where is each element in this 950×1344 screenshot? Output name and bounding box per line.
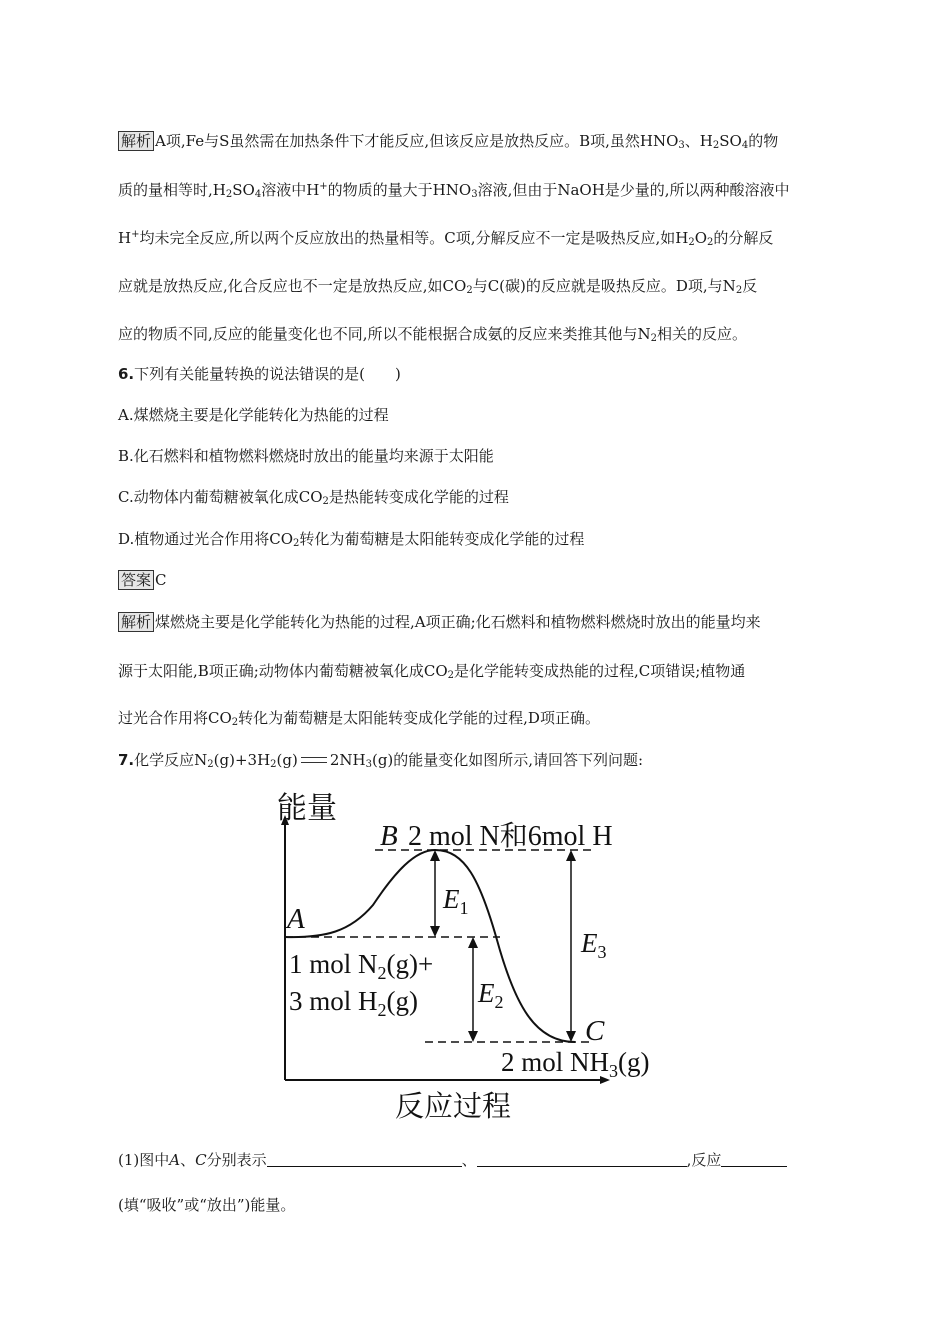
analysis-tag: 解析 — [118, 612, 154, 632]
x-axis-label: 反应过程 — [395, 1091, 512, 1123]
point-a-text-1: 1 mol $N_2(g)+$ — [289, 949, 434, 983]
question-6-analysis-line-1: 解析 煤燃烧主要是化学能转化为热能的过程,A项正确;化石燃料和植物燃料燃烧时放出的能量均来 — [118, 612, 761, 632]
point-c-text: 2 mol $NH_3(g)$ — [501, 1047, 650, 1081]
question-6-option-c: C.动物体内葡萄糖被氧化成$CO_2$是热能转变成化学能的过程 — [118, 488, 509, 507]
question-6-option-d: D.植物通过光合作用将$CO_2$转化为葡萄糖是太阳能转变成化学能的过程 — [118, 530, 585, 549]
question-6-stem: 6.下列有关能量转换的说法错误的是( ) — [118, 365, 401, 383]
question-6-analysis-line-2: 源于太阳能,B项正确;动物体内葡萄糖被氧化成$CO_2$是化学能转变成热能的过程,C项错误;植物通 — [118, 662, 746, 681]
sub-question-1-line-2: (填“吸收”或“放出”)能量。 — [118, 1196, 296, 1214]
analysis-line-1: 解析 A项,Fe与S虽然需在加热条件下才能反应,但该反应是放热反应。B项,虽然$HNO_3$、$H_2SO_4$的物 — [118, 131, 778, 151]
answer-blank-energy[interactable] — [721, 1152, 787, 1167]
answer-blank-c[interactable] — [477, 1152, 687, 1167]
e3-label: $E_3$ — [581, 928, 607, 962]
equals-sign — [301, 757, 327, 763]
question-6-option-a: A.煤燃烧主要是化学能转化为热能的过程 — [118, 406, 389, 424]
point-c-label: C — [585, 1015, 605, 1047]
analysis-line-4: 应就是放热反应,化合反应也不一定是放热反应,如$CO_2$与C(碳)的反应就是吸热反应。D项,与$N_2$反 — [118, 277, 758, 296]
analysis-tag: 解析 — [118, 131, 154, 151]
answer-tag: 答案 — [118, 570, 154, 590]
analysis-line-2: 质的量相等时$,H_2SO_4$溶液中H+的物质的量大于$HNO_3$溶液,但由于NaOH是少量的,所以两种酸溶液中 — [118, 181, 790, 200]
energy-diagram — [265, 780, 685, 1125]
question-6-analysis-line-3: 过光合作用将$CO_2$转化为葡萄糖是太阳能转变成化学能的过程,D项正确。 — [118, 709, 600, 728]
e1-label: $E_1$ — [443, 884, 469, 918]
analysis-line-5: 应的物质不同,反应的能量变化也不同,所以不能根据合成氨的反应来类推其他与$N_2$相关的反应。 — [118, 325, 748, 344]
sub-question-1-line-1: (1)图中A、C分别表示 、 ,反应 — [118, 1150, 787, 1170]
answer-blank-a[interactable] — [267, 1152, 462, 1167]
point-a-label: A — [287, 903, 305, 935]
point-b-label: B — [380, 820, 398, 852]
question-7-stem: 7.化学反应$N_2(g)+3H_2(g)$ $2NH_3(g)$的能量变化如图所示,请回答下列问题: — [118, 751, 644, 770]
question-6-answer: 答案 C — [118, 570, 167, 590]
e2-label: $E_2$ — [478, 978, 504, 1012]
analysis-line-3: H+均未完全反应,所以两个反应放出的热量相等。C项,分解反应不一定是吸热反应,如$H_2O_2$的分解反 — [118, 229, 774, 248]
point-b-text: 2 mol N和6mol H — [408, 821, 613, 852]
y-axis-label: 能量 — [277, 792, 337, 825]
question-6-option-b: B.化石燃料和植物燃料燃烧时放出的能量均来源于太阳能 — [118, 447, 494, 465]
point-a-text-2: 3 mol $H_2(g)$ — [289, 986, 418, 1020]
